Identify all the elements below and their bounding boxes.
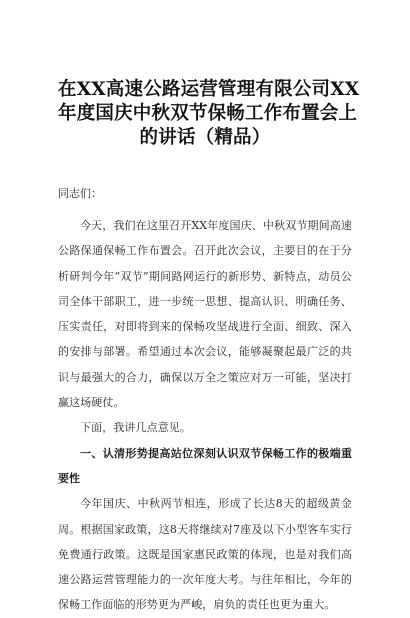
title-line-3: 的讲话（精品） (139, 127, 271, 148)
title-line-2: 年度国庆中秋双节保畅工作布置会上 (58, 103, 358, 124)
title-line-1: 在XX高速公路运营管理有限公司XX (58, 79, 360, 100)
section-paragraph: 今年国庆、中秋两节相连，形成了长达8天的超级黄金周。根据国家政策，这8天将继续对7座及以下小型客车实行免费通行政策。这既是国家惠民政策的体现，也是对我们高速公路运营管理能力的一次年度大考。与往年相比，今年的保畅工作面临的形势更为严峻，肩负的责任也更为重大。 (58, 497, 352, 612)
section-heading: 一、认清形势提高站位深刻认识双节保畅工作的极端重要性 (58, 446, 352, 485)
salutation: 同志们： (58, 187, 102, 200)
document-title (58, 78, 360, 150)
opening-paragraph: 今天，我们在这里召开XX年度国庆、中秋双节期间高速公路保通保畅工作布置会。召开此次会议，主要目的在于分析研判今年“双节”期间路网运行的新形势、新特点，动员公司全体干部职工，进一步统一思想、提高认识、明确任务、压实责任，对即将到来的保畅攻坚战进行全面、细致、深入的安排与部署。希望通过本次会议，能够凝聚起最广泛的共识与最强大的合力，确保以万全之策应对万一可能，坚决打赢这场硬仗。 (58, 219, 352, 410)
transition-paragraph: 下面，我讲几点意见。 (80, 421, 191, 435)
